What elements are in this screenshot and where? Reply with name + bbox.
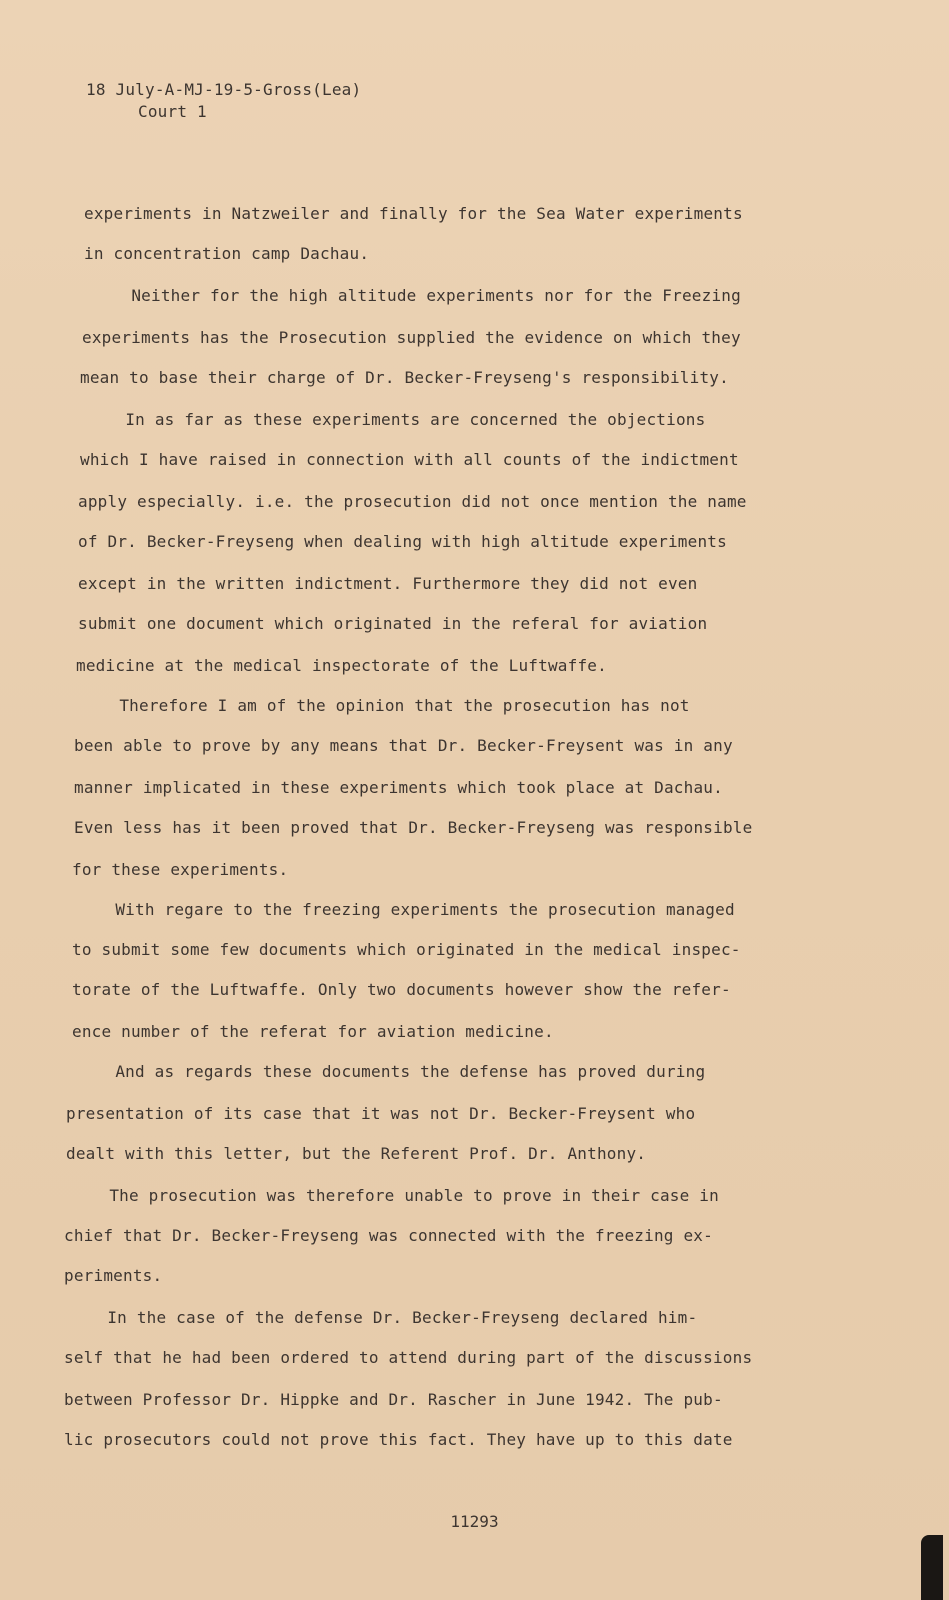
text-line: between Professor Dr. Hippke and Dr. Rascher in June 1942. The pub- [64,1390,723,1409]
text-line: except in the written indictment. Furthermore they did not even [78,574,698,593]
text-line: mean to base their charge of Dr. Becker-Freyseng's responsibility. [80,368,729,387]
text-line: In as far as these experiments are concerned the objections [86,410,706,429]
text-line: medicine at the medical inspectorate of the Luftwaffe. [76,656,607,675]
text-line: dealt with this letter, but the Referent Prof. Dr. Anthony. [66,1144,647,1163]
text-line: With regare to the freezing experiments the prosecution managed [76,900,735,919]
header-court: Court 1 [138,102,207,121]
text-line: to submit some few documents which originated in the medical inspec- [72,940,741,959]
text-line: which I have raised in connection with all counts of the indictment [80,450,739,469]
text-line: torate of the Luftwaffe. Only two documents however show the refer- [72,980,731,999]
text-line: Even less has it been proved that Dr. Becker-Freyseng was responsible [74,818,753,837]
text-line: The prosecution was therefore unable to prove in their case in [70,1186,719,1205]
text-line: lic prosecutors could not prove this fact. They have up to this date [64,1430,733,1449]
scan-edge-mark [921,1535,943,1600]
text-line: periments. [64,1266,163,1285]
page-number: 11293 [450,1512,499,1531]
text-line: manner implicated in these experiments which took place at Dachau. [74,778,723,797]
text-line: been able to prove by any means that Dr. Becker-Freysent was in any [74,736,733,755]
text-line: chief that Dr. Becker-Freyseng was connected with the freezing ex- [64,1226,713,1245]
text-line: Neither for the high altitude experiments nor for the Freezing [92,286,741,305]
text-line: self that he had been ordered to attend during part of the discussions [64,1348,753,1367]
text-line: experiments in Natzweiler and finally for the Sea Water experiments [84,204,743,223]
text-line: experiments has the Prosecution supplied the evidence on which they [82,328,741,347]
text-line: ence number of the referat for aviation medicine. [72,1022,554,1041]
header-reference: 18 July-A-MJ-19-5-Gross(Lea) [86,80,362,99]
text-line: Therefore I am of the opinion that the prosecution has not [80,696,690,715]
text-line: apply especially. i.e. the prosecution did not once mention the name [78,492,747,511]
text-line: And as regards these documents the defense has proved during [76,1062,706,1081]
text-line: In the case of the defense Dr. Becker-Freyseng declared him- [68,1308,698,1327]
text-line: submit one document which originated in the referal for aviation [78,614,708,633]
text-line: for these experiments. [72,860,289,879]
text-line: in concentration camp Dachau. [84,244,370,263]
text-line: presentation of its case that it was not Dr. Becker-Freysent who [66,1104,696,1123]
text-line: of Dr. Becker-Freyseng when dealing with high altitude experiments [78,532,727,551]
